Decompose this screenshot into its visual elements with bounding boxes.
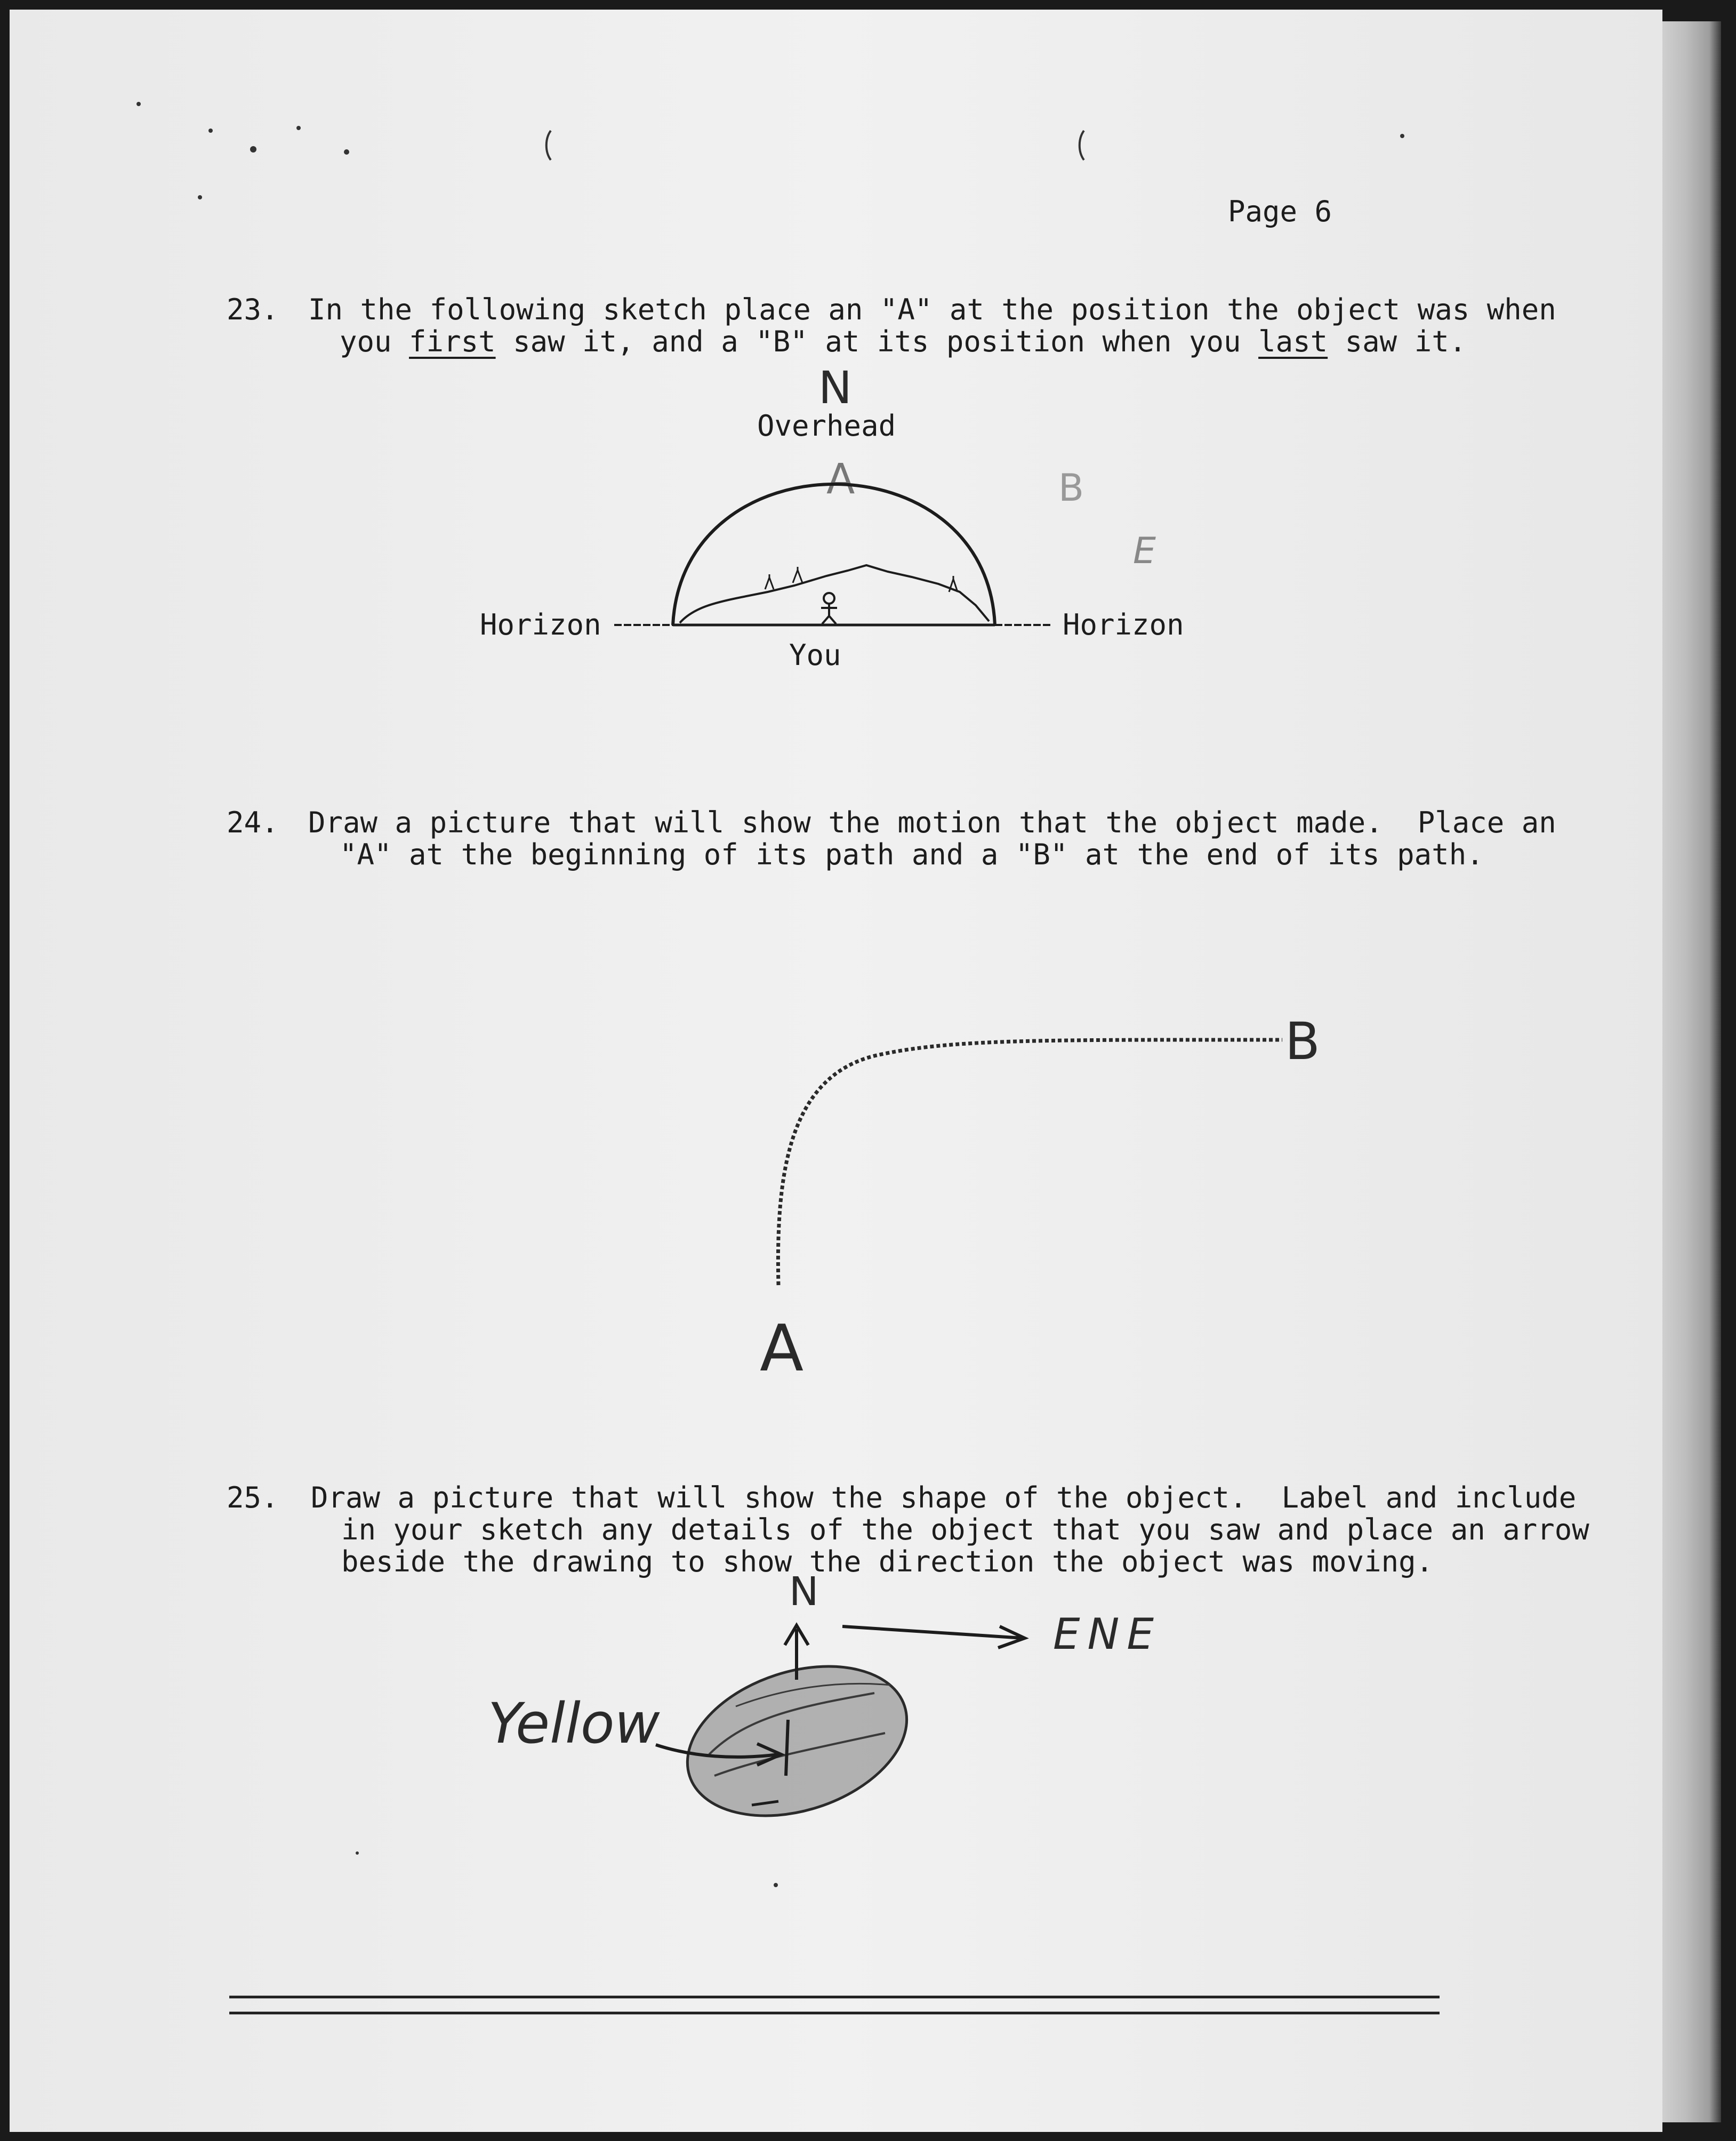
person-icon	[821, 593, 837, 624]
mountain-ridge	[680, 565, 989, 623]
tree-icon	[765, 574, 774, 589]
question-25-line-3: beside the drawing to show the direction the object was moving.	[341, 1545, 1434, 1578]
question-23-line-1: In the following sketch place an "A" at the position the object was when	[308, 293, 1556, 326]
direction-arrow	[842, 1626, 1025, 1648]
scan-specks	[136, 102, 1404, 1887]
q25-handwritten-ene: ENE	[1053, 1609, 1161, 1659]
q23-line2-post: saw it.	[1328, 325, 1467, 358]
sky-diagram-horizon-right-label: Horizon	[1063, 608, 1184, 642]
question-25-number: 25.	[227, 1481, 279, 1514]
q25-handwritten-yellow: Yellow	[488, 1691, 660, 1756]
sky-dome-diagram	[614, 484, 1050, 625]
sky-diagram-horizon-left-label: Horizon	[480, 608, 601, 642]
q23-last-underlined: last	[1258, 325, 1328, 358]
question-24-number: 24.	[227, 806, 279, 839]
q24-handwritten-a: A	[760, 1312, 804, 1386]
q25-handwritten-n: N	[789, 1569, 819, 1615]
object-center-line	[786, 1720, 788, 1776]
page-number: Page 6	[1228, 195, 1332, 228]
sky-diagram-you-label: You	[789, 638, 841, 672]
question-25-line-1: Draw a picture that will show the shape of the object. Label and include	[311, 1481, 1577, 1514]
motion-path	[778, 1040, 1282, 1285]
sky-diagram-overhead-label: Overhead	[757, 409, 896, 443]
tree-icon	[793, 567, 802, 583]
question-25-line-2: in your sketch any details of the object that you saw and place an arrow	[341, 1513, 1589, 1546]
q23-line2-mid: saw it, and a "B" at its position when you	[495, 325, 1259, 358]
q23-handwritten-b: B	[1058, 466, 1084, 510]
sky-dome-arc	[673, 484, 995, 625]
q23-first-underlined: first	[409, 325, 496, 358]
question-23-number: 23.	[227, 293, 279, 326]
question-24-line-2: "A" at the beginning of its path and a "B" at the end of its path.	[340, 838, 1484, 871]
q23-handwritten-a: A	[826, 455, 855, 503]
q23-handwritten-n: N	[818, 362, 852, 414]
q24-handwritten-b: B	[1285, 1012, 1320, 1071]
q23-handwritten-e: E	[1133, 530, 1156, 572]
q23-line2-pre: you	[340, 325, 409, 358]
question-24-line-1: Draw a picture that will show the motion that the object made. Place an	[308, 806, 1556, 839]
